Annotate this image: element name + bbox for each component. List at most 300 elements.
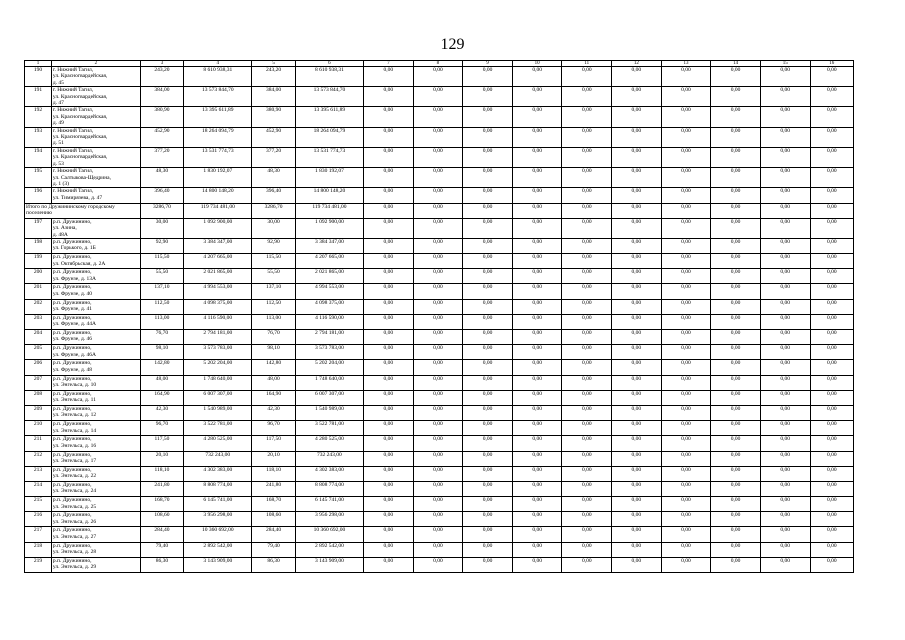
- value-cell: 0,00: [413, 542, 463, 557]
- value-cell: 0,00: [463, 168, 513, 188]
- value-cell: 0,00: [413, 557, 463, 572]
- value-cell: 0,00: [661, 527, 711, 542]
- value-cell: 0,00: [810, 436, 854, 451]
- value-cell: 0,00: [364, 542, 414, 557]
- value-cell: 0,00: [661, 254, 711, 269]
- value-cell: 0,00: [364, 254, 414, 269]
- cost-cell: 4 116 590,00: [184, 314, 252, 329]
- area-cell: 142,80: [140, 360, 183, 375]
- table-row: [25, 147, 854, 167]
- value-cell: 0,00: [661, 87, 711, 107]
- cost-cell: 2 021 865,00: [184, 269, 252, 284]
- address-cell: р.п. Дружинино, ул. Фрунзе, д. 41: [51, 299, 140, 314]
- value-cell: 0,00: [810, 330, 854, 345]
- value-cell: 0,00: [760, 375, 810, 390]
- value-cell: 0,00: [760, 218, 810, 238]
- row-number: 195: [25, 168, 52, 188]
- value-cell: 0,00: [364, 107, 414, 127]
- value-cell: 0,00: [810, 254, 854, 269]
- row-number: 205: [25, 345, 52, 360]
- value-cell: 0,00: [661, 360, 711, 375]
- value-cell: 0,00: [413, 67, 463, 87]
- value-cell: 0,00: [512, 107, 562, 127]
- value-cell: 0,00: [810, 147, 854, 167]
- address-cell: р.п. Дружинино, ул. Фрунзе, д. 46: [51, 330, 140, 345]
- table-row: [25, 481, 854, 496]
- value-cell: 0,00: [810, 542, 854, 557]
- cost-cell: 3 143 909,00: [295, 557, 363, 572]
- row-number: 215: [25, 497, 52, 512]
- value-cell: 0,00: [413, 345, 463, 360]
- value-cell: 0,00: [512, 345, 562, 360]
- value-cell: 0,00: [711, 405, 761, 420]
- area-cell: 79,40: [140, 542, 183, 557]
- table-row: [25, 107, 854, 127]
- value-cell: 0,00: [463, 238, 513, 253]
- value-cell: 0,00: [364, 527, 414, 542]
- column-number-8: 8: [413, 61, 463, 67]
- value-cell: 0,00: [512, 218, 562, 238]
- value-cell: 0,00: [413, 314, 463, 329]
- area-cell: 377,20: [252, 147, 295, 167]
- value-cell: 0,00: [711, 168, 761, 188]
- value-cell: 0,00: [364, 147, 414, 167]
- value-cell: 0,00: [760, 360, 810, 375]
- cost-cell: 4 994 553,00: [295, 284, 363, 299]
- value-cell: 0,00: [711, 188, 761, 203]
- table-row: [25, 512, 854, 527]
- value-cell: 0,00: [562, 481, 612, 496]
- value-cell: 0,00: [661, 405, 711, 420]
- area-cell: 30,00: [252, 218, 295, 238]
- value-cell: 0,00: [463, 254, 513, 269]
- area-cell: 86,30: [252, 557, 295, 572]
- area-cell: 98,10: [140, 345, 183, 360]
- value-cell: 0,00: [463, 87, 513, 107]
- address-cell: г. Нижний Тагил, ул. Красногвардейская, д. 49: [51, 107, 140, 127]
- value-cell: 0,00: [810, 218, 854, 238]
- row-number: 214: [25, 481, 52, 496]
- address-cell: г. Нижний Тагил, ул. Салтыкова-Щедрина, д. 1 (3): [51, 168, 140, 188]
- area-cell: 241,80: [140, 481, 183, 496]
- value-cell: 0,00: [562, 67, 612, 87]
- value-cell: 0,00: [364, 218, 414, 238]
- row-number: 193: [25, 127, 52, 147]
- value-cell: 0,00: [612, 421, 662, 436]
- value-cell: 0,00: [413, 360, 463, 375]
- value-cell: 0,00: [760, 542, 810, 557]
- value-cell: 0,00: [413, 269, 463, 284]
- value-cell: 0,00: [810, 345, 854, 360]
- area-cell: 117,50: [252, 436, 295, 451]
- value-cell: 0,00: [413, 451, 463, 466]
- value-cell: 0,00: [364, 390, 414, 405]
- table-row: [25, 557, 854, 572]
- area-cell: 42,30: [252, 405, 295, 420]
- value-cell: 0,00: [711, 421, 761, 436]
- value-cell: 0,00: [512, 168, 562, 188]
- value-cell: 0,00: [711, 330, 761, 345]
- value-cell: 0,00: [612, 557, 662, 572]
- value-cell: 0,00: [413, 107, 463, 127]
- value-cell: 0,00: [364, 238, 414, 253]
- value-cell: 0,00: [612, 330, 662, 345]
- value-cell: 0,00: [711, 299, 761, 314]
- value-cell: 0,00: [711, 481, 761, 496]
- value-cell: 0,00: [562, 527, 612, 542]
- value-cell: 0,00: [711, 107, 761, 127]
- value-cell: 0,00: [413, 299, 463, 314]
- value-cell: 0,00: [364, 314, 414, 329]
- value-cell: 0,00: [612, 147, 662, 167]
- value-cell: 0,00: [711, 542, 761, 557]
- value-cell: 0,00: [711, 127, 761, 147]
- value-cell: 0,00: [512, 497, 562, 512]
- value-cell: 0,00: [463, 421, 513, 436]
- address-cell: р.п. Дружинино, ул. Энгельса, д. 28: [51, 542, 140, 557]
- value-cell: 0,00: [661, 557, 711, 572]
- value-cell: 0,00: [612, 481, 662, 496]
- value-cell: 0,00: [612, 527, 662, 542]
- table-row: [25, 218, 854, 238]
- value-cell: 0,00: [711, 375, 761, 390]
- area-cell: 76,70: [252, 330, 295, 345]
- table-row: [25, 238, 854, 253]
- value-cell: 0,00: [810, 405, 854, 420]
- cost-cell: 4 994 553,00: [184, 284, 252, 299]
- area-cell: 137,10: [140, 284, 183, 299]
- value-cell: 0,00: [562, 299, 612, 314]
- row-number: 190: [25, 67, 52, 87]
- value-cell: 0,00: [512, 542, 562, 557]
- value-cell: 0,00: [512, 451, 562, 466]
- column-number-9: 9: [463, 61, 513, 67]
- area-cell: 92,90: [252, 238, 295, 253]
- value-cell: 0,00: [562, 466, 612, 481]
- value-cell: 0,00: [512, 299, 562, 314]
- table-row: [25, 542, 854, 557]
- value-cell: 0,00: [711, 360, 761, 375]
- area-cell: 112,50: [252, 299, 295, 314]
- value-cell: 0,00: [413, 527, 463, 542]
- cost-cell: 5 202 204,00: [184, 360, 252, 375]
- row-number: 217: [25, 527, 52, 542]
- area-cell: 48,00: [140, 375, 183, 390]
- cost-cell: 2 794 181,00: [184, 330, 252, 345]
- value-cell: 0,00: [760, 188, 810, 203]
- value-cell: 0,00: [364, 405, 414, 420]
- area-cell: 168,70: [140, 497, 183, 512]
- table-row: [25, 254, 854, 269]
- value-cell: 0,00: [562, 218, 612, 238]
- cost-cell: 4 116 590,00: [295, 314, 363, 329]
- value-cell: 0,00: [562, 107, 612, 127]
- area-cell: 86,30: [140, 557, 183, 572]
- table-row: [25, 87, 854, 107]
- value-cell: 0,00: [413, 405, 463, 420]
- column-number-7: 7: [364, 61, 414, 67]
- value-cell: 0,00: [512, 481, 562, 496]
- value-cell: 0,00: [810, 238, 854, 253]
- value-cell: 0,00: [512, 466, 562, 481]
- address-cell: г. Нижний Тагил, ул. Красногвардейская, д. 53: [51, 147, 140, 167]
- address-cell: р.п. Дружинино, ул. Фрунзе, д. 48: [51, 360, 140, 375]
- value-cell: 0,00: [364, 557, 414, 572]
- value-cell: 0,00: [612, 451, 662, 466]
- area-cell: 96,70: [140, 421, 183, 436]
- value-cell: 0,00: [463, 314, 513, 329]
- value-cell: 0,00: [463, 107, 513, 127]
- value-cell: 0,00: [612, 67, 662, 87]
- value-cell: 0,00: [512, 557, 562, 572]
- value-cell: 0,00: [612, 238, 662, 253]
- area-cell: 118,10: [252, 466, 295, 481]
- value-cell: 0,00: [562, 345, 612, 360]
- value-cell: 0,00: [661, 497, 711, 512]
- value-cell: 0,00: [512, 254, 562, 269]
- value-cell: 0,00: [562, 512, 612, 527]
- area-cell: 396,40: [140, 188, 183, 203]
- value-cell: 0,00: [612, 284, 662, 299]
- value-cell: 0,00: [463, 527, 513, 542]
- value-cell: 0,00: [661, 147, 711, 167]
- value-cell: 0,00: [463, 330, 513, 345]
- cost-cell: 119 734 481,00: [184, 203, 252, 218]
- value-cell: 0,00: [760, 512, 810, 527]
- value-cell: 0,00: [711, 497, 761, 512]
- cost-cell: 14 800 148,20: [295, 188, 363, 203]
- value-cell: 0,00: [711, 451, 761, 466]
- value-cell: 0,00: [562, 188, 612, 203]
- column-number-2: 2: [51, 61, 140, 67]
- value-cell: 0,00: [612, 87, 662, 107]
- value-cell: 0,00: [562, 269, 612, 284]
- table-row: [25, 330, 854, 345]
- table-row: [25, 67, 854, 87]
- cost-cell: 1 540 989,00: [295, 405, 363, 420]
- table-row: [25, 269, 854, 284]
- value-cell: 0,00: [760, 127, 810, 147]
- row-number: 203: [25, 314, 52, 329]
- value-cell: 0,00: [413, 481, 463, 496]
- address-cell: р.п. Дружинино, ул. Фрунзе, д. 46А: [51, 345, 140, 360]
- value-cell: 0,00: [463, 405, 513, 420]
- cost-cell: 3 956 298,00: [295, 512, 363, 527]
- cost-cell: 4 207 665,00: [184, 254, 252, 269]
- cost-cell: 4 207 665,00: [295, 254, 363, 269]
- cost-cell: 2 794 181,00: [295, 330, 363, 345]
- value-cell: 0,00: [760, 497, 810, 512]
- cost-cell: 1 540 989,00: [184, 405, 252, 420]
- value-cell: 0,00: [562, 542, 612, 557]
- value-cell: 0,00: [711, 284, 761, 299]
- cost-cell: 10 360 692,00: [184, 527, 252, 542]
- value-cell: 0,00: [364, 466, 414, 481]
- cost-cell: 732 243,00: [184, 451, 252, 466]
- table-row: [25, 188, 854, 203]
- area-cell: 79,40: [252, 542, 295, 557]
- row-number: 213: [25, 466, 52, 481]
- value-cell: 0,00: [711, 238, 761, 253]
- value-cell: 0,00: [364, 512, 414, 527]
- area-cell: 380,90: [140, 107, 183, 127]
- value-cell: 0,00: [562, 238, 612, 253]
- table-row: [25, 360, 854, 375]
- value-cell: 0,00: [661, 451, 711, 466]
- value-cell: 0,00: [413, 254, 463, 269]
- value-cell: 0,00: [760, 330, 810, 345]
- cost-cell: 13 531 774,73: [295, 147, 363, 167]
- value-cell: 0,00: [463, 345, 513, 360]
- area-cell: 117,50: [140, 436, 183, 451]
- value-cell: 0,00: [364, 87, 414, 107]
- cost-cell: 4 098 375,00: [295, 299, 363, 314]
- value-cell: 0,00: [661, 345, 711, 360]
- value-cell: 0,00: [760, 87, 810, 107]
- value-cell: 0,00: [562, 405, 612, 420]
- value-cell: 0,00: [661, 512, 711, 527]
- value-cell: 0,00: [661, 481, 711, 496]
- area-cell: 108,60: [252, 512, 295, 527]
- value-cell: 0,00: [413, 127, 463, 147]
- value-cell: 0,00: [760, 203, 810, 218]
- value-cell: 0,00: [661, 107, 711, 127]
- value-cell: 0,00: [562, 375, 612, 390]
- table-row: [25, 451, 854, 466]
- value-cell: 0,00: [661, 436, 711, 451]
- cost-cell: 13 531 774,73: [184, 147, 252, 167]
- value-cell: 0,00: [661, 542, 711, 557]
- value-cell: 0,00: [413, 390, 463, 405]
- cost-cell: 732 243,00: [295, 451, 363, 466]
- value-cell: 0,00: [760, 284, 810, 299]
- area-cell: 380,90: [252, 107, 295, 127]
- value-cell: 0,00: [661, 67, 711, 87]
- value-cell: 0,00: [810, 203, 854, 218]
- row-number: 209: [25, 405, 52, 420]
- housing-program-table: [24, 60, 854, 573]
- table-row: [25, 497, 854, 512]
- area-cell: 284,40: [140, 527, 183, 542]
- area-cell: 20,10: [140, 451, 183, 466]
- value-cell: 0,00: [413, 466, 463, 481]
- cost-cell: 3 573 783,00: [184, 345, 252, 360]
- value-cell: 0,00: [661, 466, 711, 481]
- value-cell: 0,00: [760, 527, 810, 542]
- value-cell: 0,00: [463, 497, 513, 512]
- area-cell: 92,90: [140, 238, 183, 253]
- value-cell: 0,00: [512, 527, 562, 542]
- cost-cell: 4 280 525,00: [184, 436, 252, 451]
- value-cell: 0,00: [711, 436, 761, 451]
- cost-cell: 13 395 611,89: [295, 107, 363, 127]
- address-cell: р.п. Дружинино, ул. Фрунзе, д. 44А: [51, 314, 140, 329]
- value-cell: 0,00: [810, 512, 854, 527]
- cost-cell: 18 264 094,79: [184, 127, 252, 147]
- value-cell: 0,00: [562, 87, 612, 107]
- value-cell: 0,00: [760, 168, 810, 188]
- value-cell: 0,00: [711, 527, 761, 542]
- address-cell: р.п. Дружинино, ул. Октябрьская, д. 2А: [51, 254, 140, 269]
- row-number: 197: [25, 218, 52, 238]
- row-number: 202: [25, 299, 52, 314]
- value-cell: 0,00: [463, 451, 513, 466]
- value-cell: 0,00: [661, 203, 711, 218]
- cost-cell: 1 830 192,07: [295, 168, 363, 188]
- value-cell: 0,00: [810, 127, 854, 147]
- value-cell: 0,00: [760, 67, 810, 87]
- value-cell: 0,00: [711, 390, 761, 405]
- table-row: [25, 436, 854, 451]
- cost-cell: 119 734 481,00: [295, 203, 363, 218]
- cost-cell: 4 098 375,00: [184, 299, 252, 314]
- area-cell: 168,70: [252, 497, 295, 512]
- value-cell: 0,00: [612, 390, 662, 405]
- area-cell: 452,90: [140, 127, 183, 147]
- area-cell: 115,50: [140, 254, 183, 269]
- value-cell: 0,00: [760, 269, 810, 284]
- table-row: [25, 405, 854, 420]
- cost-cell: 8 808 774,00: [184, 481, 252, 496]
- value-cell: 0,00: [711, 557, 761, 572]
- value-cell: 0,00: [810, 451, 854, 466]
- row-number: 199: [25, 254, 52, 269]
- row-number: 216: [25, 512, 52, 527]
- value-cell: 0,00: [661, 330, 711, 345]
- address-cell: р.п. Дружинино, ул. Фрунзе, д. 13А: [51, 269, 140, 284]
- area-cell: 243,20: [140, 67, 183, 87]
- cost-cell: 6 007 307,00: [295, 390, 363, 405]
- column-number-3: 3: [140, 61, 183, 67]
- value-cell: 0,00: [364, 203, 414, 218]
- value-cell: 0,00: [364, 127, 414, 147]
- value-cell: 0,00: [512, 390, 562, 405]
- value-cell: 0,00: [413, 512, 463, 527]
- area-cell: 76,70: [140, 330, 183, 345]
- cost-cell: 3 522 781,00: [184, 421, 252, 436]
- cost-cell: 8 610 938,31: [295, 67, 363, 87]
- value-cell: 0,00: [512, 405, 562, 420]
- value-cell: 0,00: [612, 375, 662, 390]
- value-cell: 0,00: [413, 188, 463, 203]
- row-number: 218: [25, 542, 52, 557]
- table-row: [25, 390, 854, 405]
- value-cell: 0,00: [760, 254, 810, 269]
- value-cell: 0,00: [612, 405, 662, 420]
- value-cell: 0,00: [512, 314, 562, 329]
- cost-cell: 10 360 692,00: [295, 527, 363, 542]
- subtotal-row: [25, 203, 854, 218]
- value-cell: 0,00: [463, 284, 513, 299]
- value-cell: 0,00: [760, 107, 810, 127]
- value-cell: 0,00: [612, 269, 662, 284]
- cost-cell: 4 280 525,00: [295, 436, 363, 451]
- value-cell: 0,00: [463, 218, 513, 238]
- value-cell: 0,00: [661, 390, 711, 405]
- area-cell: 284,40: [252, 527, 295, 542]
- value-cell: 0,00: [463, 188, 513, 203]
- cost-cell: 8 610 938,31: [184, 67, 252, 87]
- value-cell: 0,00: [562, 436, 612, 451]
- value-cell: 0,00: [711, 67, 761, 87]
- value-cell: 0,00: [810, 390, 854, 405]
- value-cell: 0,00: [463, 481, 513, 496]
- value-cell: 0,00: [612, 254, 662, 269]
- value-cell: 0,00: [463, 67, 513, 87]
- value-cell: 0,00: [612, 345, 662, 360]
- area-cell: 98,10: [252, 345, 295, 360]
- value-cell: 0,00: [364, 299, 414, 314]
